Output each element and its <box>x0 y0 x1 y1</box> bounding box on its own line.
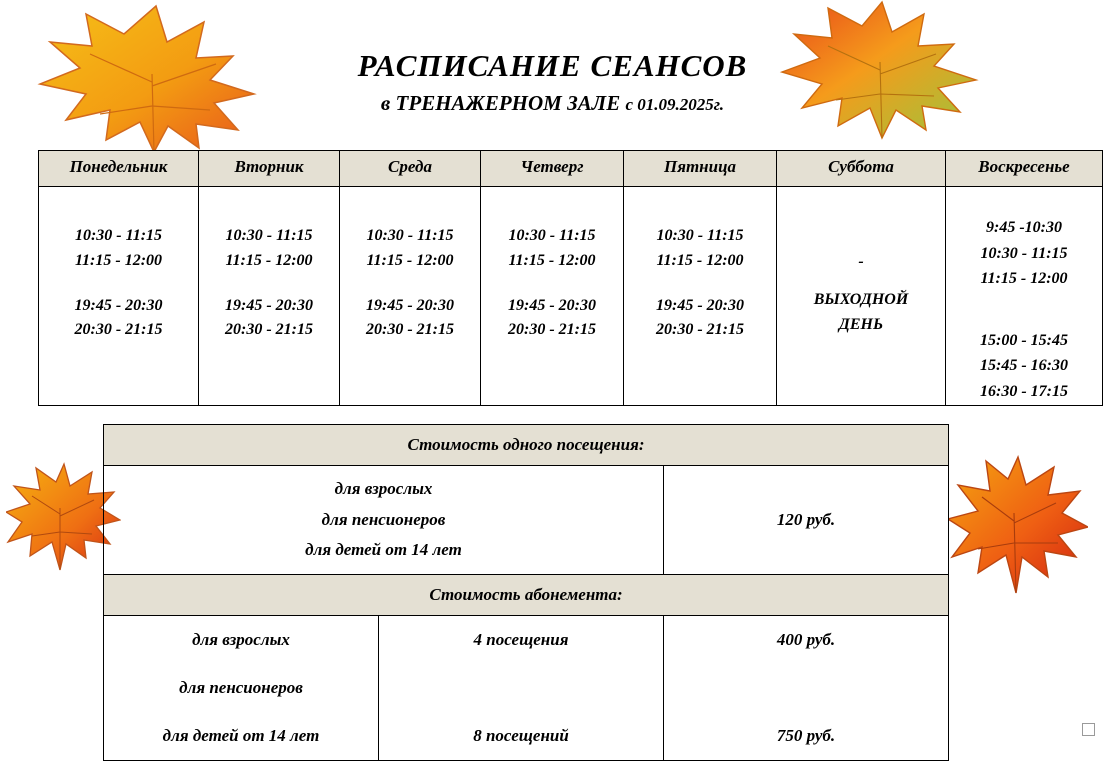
subscription-row <box>104 616 949 665</box>
single-visit-price: 120 руб. <box>664 466 949 575</box>
time-slot: 11:15 - 12:00 <box>508 251 596 269</box>
day-header-sunday: Воскресенье <box>946 151 1103 187</box>
time-slot: 20:30 - 21:15 <box>656 321 744 339</box>
time-slot: 10:30 - 11:15 <box>366 227 454 244</box>
time-slot: 16:30 - 17:15 <box>980 382 1068 400</box>
spacer <box>624 274 776 294</box>
price-table <box>103 424 949 761</box>
dayoff-line-1: ВЫХОДНОЙ <box>813 290 909 308</box>
title-date: с 01.09.2025г. <box>625 94 725 114</box>
time-slot: 15:45 - 16:30 <box>980 357 1068 375</box>
spacer <box>946 292 1102 328</box>
corner-marker <box>1082 723 1095 736</box>
subscription-visits: 4 посещения <box>379 616 664 665</box>
day-header-tuesday: Вторник <box>199 151 340 187</box>
category-label: для взрослых <box>334 479 433 499</box>
spacer <box>481 274 623 294</box>
single-visit-heading: Стоимость одного посещения: <box>104 425 949 466</box>
schedule-cell-monday <box>39 187 199 406</box>
time-slot: 10:30 - 11:15 <box>508 227 596 244</box>
subscription-visits <box>379 664 664 712</box>
subscription-category: для взрослых <box>104 616 379 665</box>
time-slot: 10:30 - 11:15 <box>980 244 1068 262</box>
single-visit-heading-row <box>104 425 949 466</box>
day-header-friday: Пятница <box>624 151 777 187</box>
category-label: для детей от 14 лет <box>305 540 462 560</box>
schedule-cell-thursday <box>481 187 624 406</box>
schedule-header-row <box>39 151 1103 187</box>
single-visit-row <box>104 466 949 575</box>
time-slot: 10:30 - 11:15 <box>656 227 744 244</box>
subscription-price: 400 руб. <box>664 616 949 665</box>
maple-leaf-icon <box>948 455 1088 595</box>
title-sub-text: в ТРЕНАЖЕРНОМ ЗАЛЕ <box>380 90 621 115</box>
single-visit-categories <box>104 466 664 575</box>
subscription-row <box>104 712 949 761</box>
schedule-cell-wednesday <box>340 187 481 406</box>
dayoff-line-2: ДЕНЬ <box>838 316 884 334</box>
spacer <box>340 274 480 294</box>
subscription-category: для пенсионеров <box>104 664 379 712</box>
day-header-monday: Понедельник <box>39 151 199 187</box>
page-title <box>0 48 1105 116</box>
time-slot: 10:30 - 11:15 <box>225 227 313 244</box>
schedule-cell-saturday <box>777 187 946 406</box>
time-slot: 19:45 - 20:30 <box>508 296 596 314</box>
time-slot: 11:15 - 12:00 <box>225 251 313 269</box>
time-slot: 9:45 -10:30 <box>986 219 1062 236</box>
schedule-table <box>38 150 1103 406</box>
subscription-heading-row <box>104 575 949 616</box>
price-section <box>103 424 948 761</box>
spacer <box>199 274 339 294</box>
schedule-cell-tuesday <box>199 187 340 406</box>
time-slot: 10:30 - 11:15 <box>74 227 163 244</box>
time-slot: 11:15 - 12:00 <box>74 251 163 269</box>
schedule-times-row <box>39 187 1103 406</box>
day-header-thursday: Четверг <box>481 151 624 187</box>
time-slot: 19:45 - 20:30 <box>366 296 454 314</box>
time-slot: 19:45 - 20:30 <box>656 296 744 314</box>
title-subtitle <box>0 91 1105 116</box>
subscription-price <box>664 664 949 712</box>
time-slot: 11:15 - 12:00 <box>980 270 1068 288</box>
time-slot: 20:30 - 21:15 <box>74 321 163 339</box>
title-main: РАСПИСАНИЕ СЕАНСОВ <box>357 48 748 83</box>
time-slot: 11:15 - 12:00 <box>366 251 454 269</box>
day-header-saturday: Суббота <box>777 151 946 187</box>
subscription-price: 750 руб. <box>664 712 949 761</box>
time-slot: 15:00 - 15:45 <box>980 331 1068 349</box>
time-slot: 19:45 - 20:30 <box>74 296 163 314</box>
category-label: для пенсионеров <box>321 509 446 529</box>
schedule-cell-friday <box>624 187 777 406</box>
subscription-row <box>104 664 949 712</box>
time-slot: 19:45 - 20:30 <box>225 296 313 314</box>
time-slot: 11:15 - 12:00 <box>656 251 744 269</box>
schedule-cell-sunday <box>946 187 1103 406</box>
subscription-visits: 8 посещений <box>379 712 664 761</box>
time-slot: 20:30 - 21:15 <box>366 321 454 339</box>
spacer <box>39 274 198 294</box>
time-slot: 20:30 - 21:15 <box>508 321 596 339</box>
dayoff-dash: - <box>858 253 864 270</box>
subscription-category: для детей от 14 лет <box>104 712 379 761</box>
day-header-wednesday: Среда <box>340 151 481 187</box>
time-slot: 20:30 - 21:15 <box>225 321 313 339</box>
subscription-heading: Стоимость абонемента: <box>104 575 949 616</box>
